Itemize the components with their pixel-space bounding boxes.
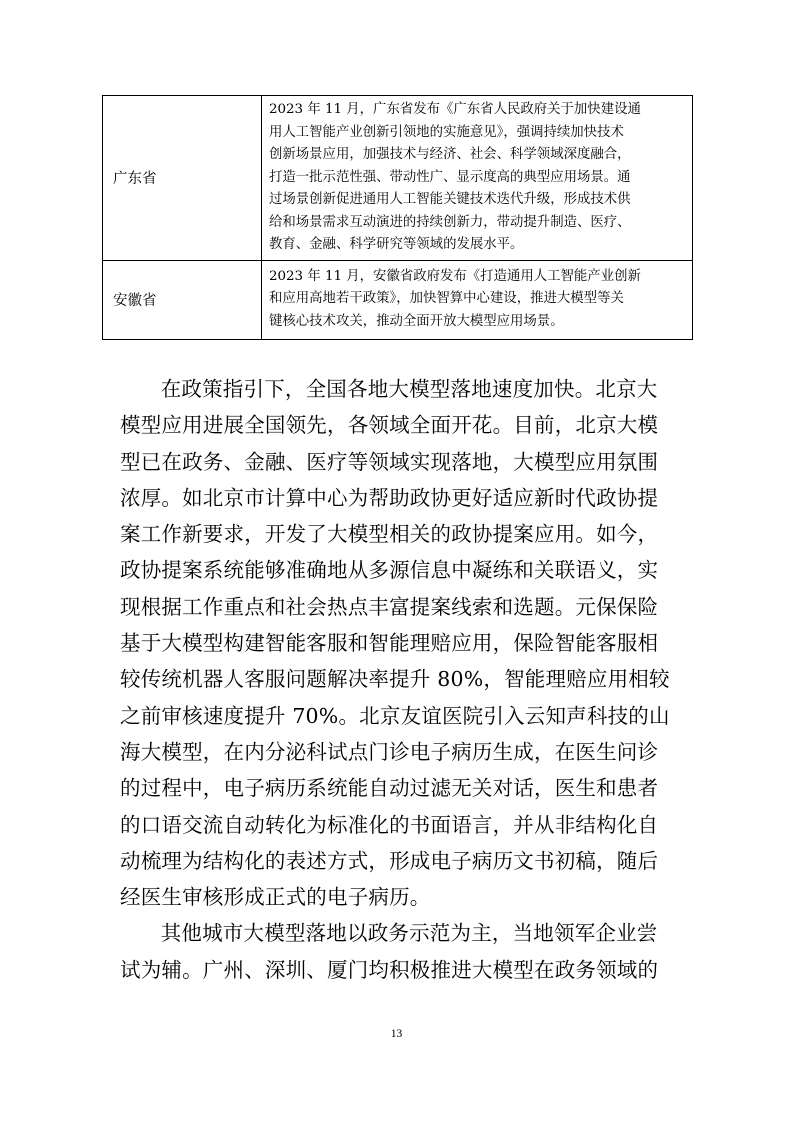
paragraph-line: 现根据工作重点和社会热点丰富提案线索和选题。元保保险: [120, 594, 659, 619]
paragraph-line: 经医生审核形成正式的电子病历。: [120, 885, 431, 910]
table-row: [103, 260, 693, 339]
body-text: [120, 371, 680, 988]
paragraph-line: 模型应用进展全国领先，各领域全面开花。目前，北京大模: [120, 413, 659, 438]
description-line: 打造一批示范性强、带动性广、显示度高的典型应用场景。通: [269, 169, 631, 185]
description-line: 键核心技术攻关，推动全面开放大模型应用场景。: [269, 313, 564, 329]
description-line: 2023 年 11 月，安徽省政府发布《打造通用人工智能产业创新: [269, 268, 641, 284]
paragraph-line: 政协提案系统能够准确地从多源信息中凝练和关联语义，实: [120, 558, 659, 583]
description-line: 给和场景需求互动演进的持续创新力，带动提升制造、医疗、: [269, 214, 631, 230]
policy-description-cell: [262, 96, 693, 261]
paragraph-line: 较传统机器人客服问题解决率提升 80%，智能理赔应用相较: [120, 667, 670, 692]
paragraph-other-cities: [120, 915, 680, 988]
paragraph-line: 的口语交流自动转化为标准化的书面语言，并从非结构化自: [120, 812, 659, 837]
description-line: 2023 年 11 月，广东省发布《广东省人民政府关于加快建设通: [269, 102, 641, 117]
province-cell: 广东省: [103, 96, 262, 261]
paragraph-line: 动梳理为结构化的表述方式，形成电子病历文书初稿，随后: [120, 848, 659, 873]
policy-description-cell: [262, 260, 693, 339]
description-line: 过场景创新促进通用人工智能关键技术迭代升级，形成技术供: [269, 192, 631, 207]
description-line: 创新场景应用，加强技术与经济、社会、科学领域深度融合，: [269, 147, 631, 162]
paragraph-line: 型已在政务、金融、医疗等领域实现落地，大模型应用氛围: [120, 449, 659, 474]
description-line: 用人工智能产业创新引领地的实施意见》，强调持续加快技术: [269, 124, 624, 140]
page-number: 13: [390, 1028, 403, 1040]
description-line: 教育、金融、科学研究等领域的发展水平。: [269, 237, 524, 252]
description-line: 和应用高地若干政策》，加快智算中心建设，推进大模型等关: [269, 291, 624, 307]
paragraph-line: 试为辅。广州、深圳、厦门均积极推进大模型在政务领域的: [120, 957, 659, 982]
paragraph-line: 基于大模型构建智能客服和智能理赔应用，保险智能客服相: [120, 631, 659, 656]
paragraph-policy-progress: [120, 371, 680, 915]
paragraph-line: 的过程中，电子病历系统能自动过滤无关对话，医生和患者: [120, 776, 659, 801]
province-cell: 安徽省: [103, 260, 262, 339]
paragraph-line: 在政策指引下，全国各地大模型落地速度加快。北京大: [140, 377, 658, 401]
paragraph-line: 其他城市大模型落地以政务示范为主，当地领军企业尝: [140, 921, 658, 946]
paragraph-line: 浓厚。如北京市计算中心为帮助政协更好适应新时代政协提: [120, 485, 659, 510]
policy-table: [102, 95, 693, 340]
table-row: [103, 96, 693, 261]
paragraph-line: 之前审核速度提升 70%。北京友谊医院引入云知声科技的山: [120, 703, 670, 728]
paragraph-line: 海大模型，在内分泌科试点门诊电子病历生成，在医生问诊: [120, 739, 659, 764]
paragraph-line: 案工作新要求，开发了大模型相关的政协提案应用。如今，: [120, 522, 659, 547]
